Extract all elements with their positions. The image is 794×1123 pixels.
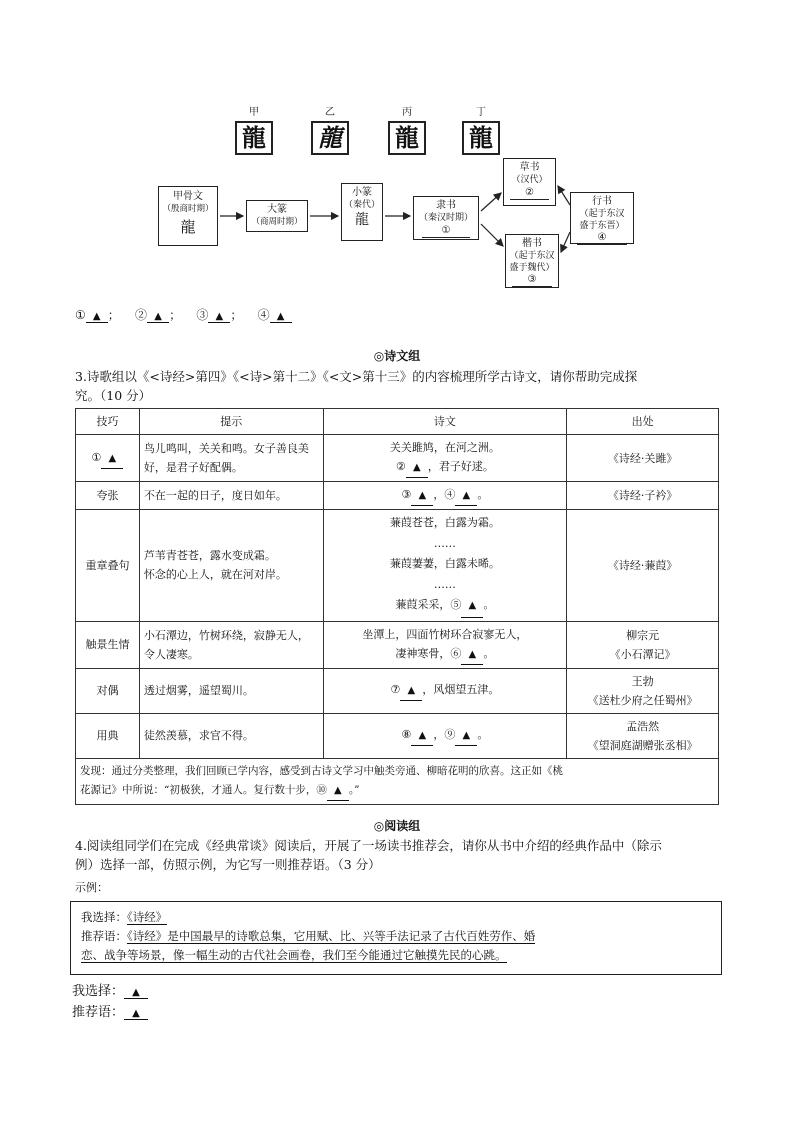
box-xiaozhuan: 小篆 （秦代） 龍: [341, 183, 383, 241]
answer-choose-blank[interactable]: ▲: [124, 987, 148, 999]
arrow-5: [481, 224, 503, 246]
flow-arrows: [0, 0, 794, 300]
example-label: 示例：: [75, 881, 108, 894]
header-poem: 诗文: [323, 409, 567, 435]
box-jiagu: 甲骨文 （殷商时期） 龍: [158, 186, 218, 246]
table-row: 对偶 透过烟雾，遥望蜀川。 ⑦ ▲ ，风烟望五津。 王勃 《送杜少府之任蜀州》: [76, 668, 719, 713]
table-header-row: [76, 409, 719, 435]
blank-7-poem[interactable]: ▲: [400, 681, 422, 701]
box-caoshu: 草书 （汉代） ②: [503, 158, 556, 206]
table-row: 触景生情 小石潭边，竹树环绕，寂静无人，令人凄寒。 坐潭上，四面竹树环合寂寥无人， 凄神寒骨，⑥ ▲ 。 柳宗元 《小石潭记》: [76, 621, 719, 668]
arrow-4: [481, 193, 501, 211]
box-lishu: 隶书 （秦汉时期） ①: [413, 196, 479, 240]
glyph-label-bing: 丙: [402, 107, 412, 118]
blank-4-poem[interactable]: ▲: [455, 486, 477, 506]
jiagu-sample: 龍: [180, 218, 196, 236]
blank-3[interactable]: ▲: [208, 311, 230, 323]
blank-9-poem[interactable]: ▲: [455, 726, 477, 746]
poetry-table: [75, 408, 719, 805]
box-dazhuan: 大篆 （商周时期）: [246, 200, 308, 232]
blank-4[interactable]: ▲: [270, 311, 292, 323]
blank-5-poem[interactable]: ▲: [461, 596, 483, 618]
table-row: 夸张 不在一起的日子，度日如年。 ③ ▲ ，④ ▲ 。 《诗经·子衿》: [76, 482, 719, 510]
glyph-jia: 龍: [235, 121, 273, 155]
glyph-ding: 龍: [462, 121, 500, 155]
glyph-yi: 龍: [311, 121, 349, 155]
table-row: ① ▲ 鸟儿鸣叫，关关和鸣。女子善良美好，是君子好配偶。 关关雎鸠，在河之洲。 ② ▲ ，君子好逑。 《诗经·关雎》: [76, 435, 719, 482]
arrow-6: [558, 186, 570, 205]
blank-1[interactable]: ▲: [86, 311, 108, 323]
header-hint: 提示: [139, 409, 323, 435]
blank-10[interactable]: ▲: [327, 781, 349, 801]
question-3: 3.诗歌组以《<诗经>第四》《<诗>第十二》《<文>第十三》的内容梳理所学古诗文，请你帮助完成探 究。（10 分）: [75, 369, 638, 403]
header-source: 出处: [567, 409, 719, 435]
answer-rec-line: 推荐语： ▲: [72, 1001, 148, 1020]
blank-skill-1[interactable]: ▲: [101, 449, 123, 469]
xiaozhuan-sample: 龍: [355, 212, 369, 228]
glyph-label-yi: 乙: [325, 107, 335, 118]
table-row: 重章叠句 芦苇青苍苍，露水变成霜。 怀念的心上人，就在河对岸。 蒹葭苍苍，白露为霜。 …… 蒹葭萋萋，白露未晞。 …… 蒹葭采采，⑤ ▲ 。 《诗经·蒹葭》: [76, 510, 719, 622]
table-row: 用典 徒然羡慕，求官不得。 ⑧ ▲ ，⑨ ▲ 。 孟浩然 《望洞庭湖赠张丞相》: [76, 713, 719, 758]
question-4: 4.阅读组同学们在完成《经典常谈》阅读后，开展了一场读书推荐会，请你从书中介绍的经典作品中（除示 例）选择一部，仿照示例，为它写一则推荐语。（3 分）: [75, 838, 662, 872]
answer-rec-blank[interactable]: ▲: [124, 1008, 148, 1020]
arrow-7: [561, 232, 570, 252]
diagram-answer-line: ① ▲ ； ② ▲ ； ③ ▲ ； ④ ▲: [75, 306, 292, 323]
glyph-bing: 龍: [388, 121, 426, 155]
blank-2-poem[interactable]: ▲: [406, 458, 428, 478]
header-skill: 技巧: [76, 409, 140, 435]
blank-8-poem[interactable]: ▲: [411, 726, 433, 746]
poetry-section-title: ◎诗文组: [373, 349, 421, 363]
blank-2[interactable]: ▲: [147, 311, 169, 323]
table-finding-row: 发现：通过分类整理，我们回顾已学内容，感受到古诗文学习中触类旁通、柳暗花明的欣喜。这正如《桃 花源记》中所说：“初极狭，才通人。复行数十步，⑩ ▲ 。”: [76, 758, 719, 804]
blank-3-poem[interactable]: ▲: [411, 486, 433, 506]
glyph-label-jia: 甲: [249, 107, 259, 118]
blank-6-poem[interactable]: ▲: [461, 645, 483, 665]
example-box: 我选择：《诗经》 推荐语：《诗经》是中国最早的诗歌总集，它用赋、比、兴等手法记录了古代百姓劳作、婚 恋、战争等场景，像一幅生动的古代社会画卷，我们至今能通过它触摸先民的心跳。: [70, 901, 722, 975]
answer-choose-line: 我选择： ▲: [72, 980, 148, 999]
glyph-label-ding: 丁: [476, 107, 486, 118]
reading-section-title: ◎阅读组: [373, 819, 421, 833]
box-kaishu: 楷书 （起于东汉 盛于魏代） ③: [505, 234, 559, 288]
box-xingshu: 行书 （起于东汉 盛于东晋） ④: [570, 192, 634, 244]
